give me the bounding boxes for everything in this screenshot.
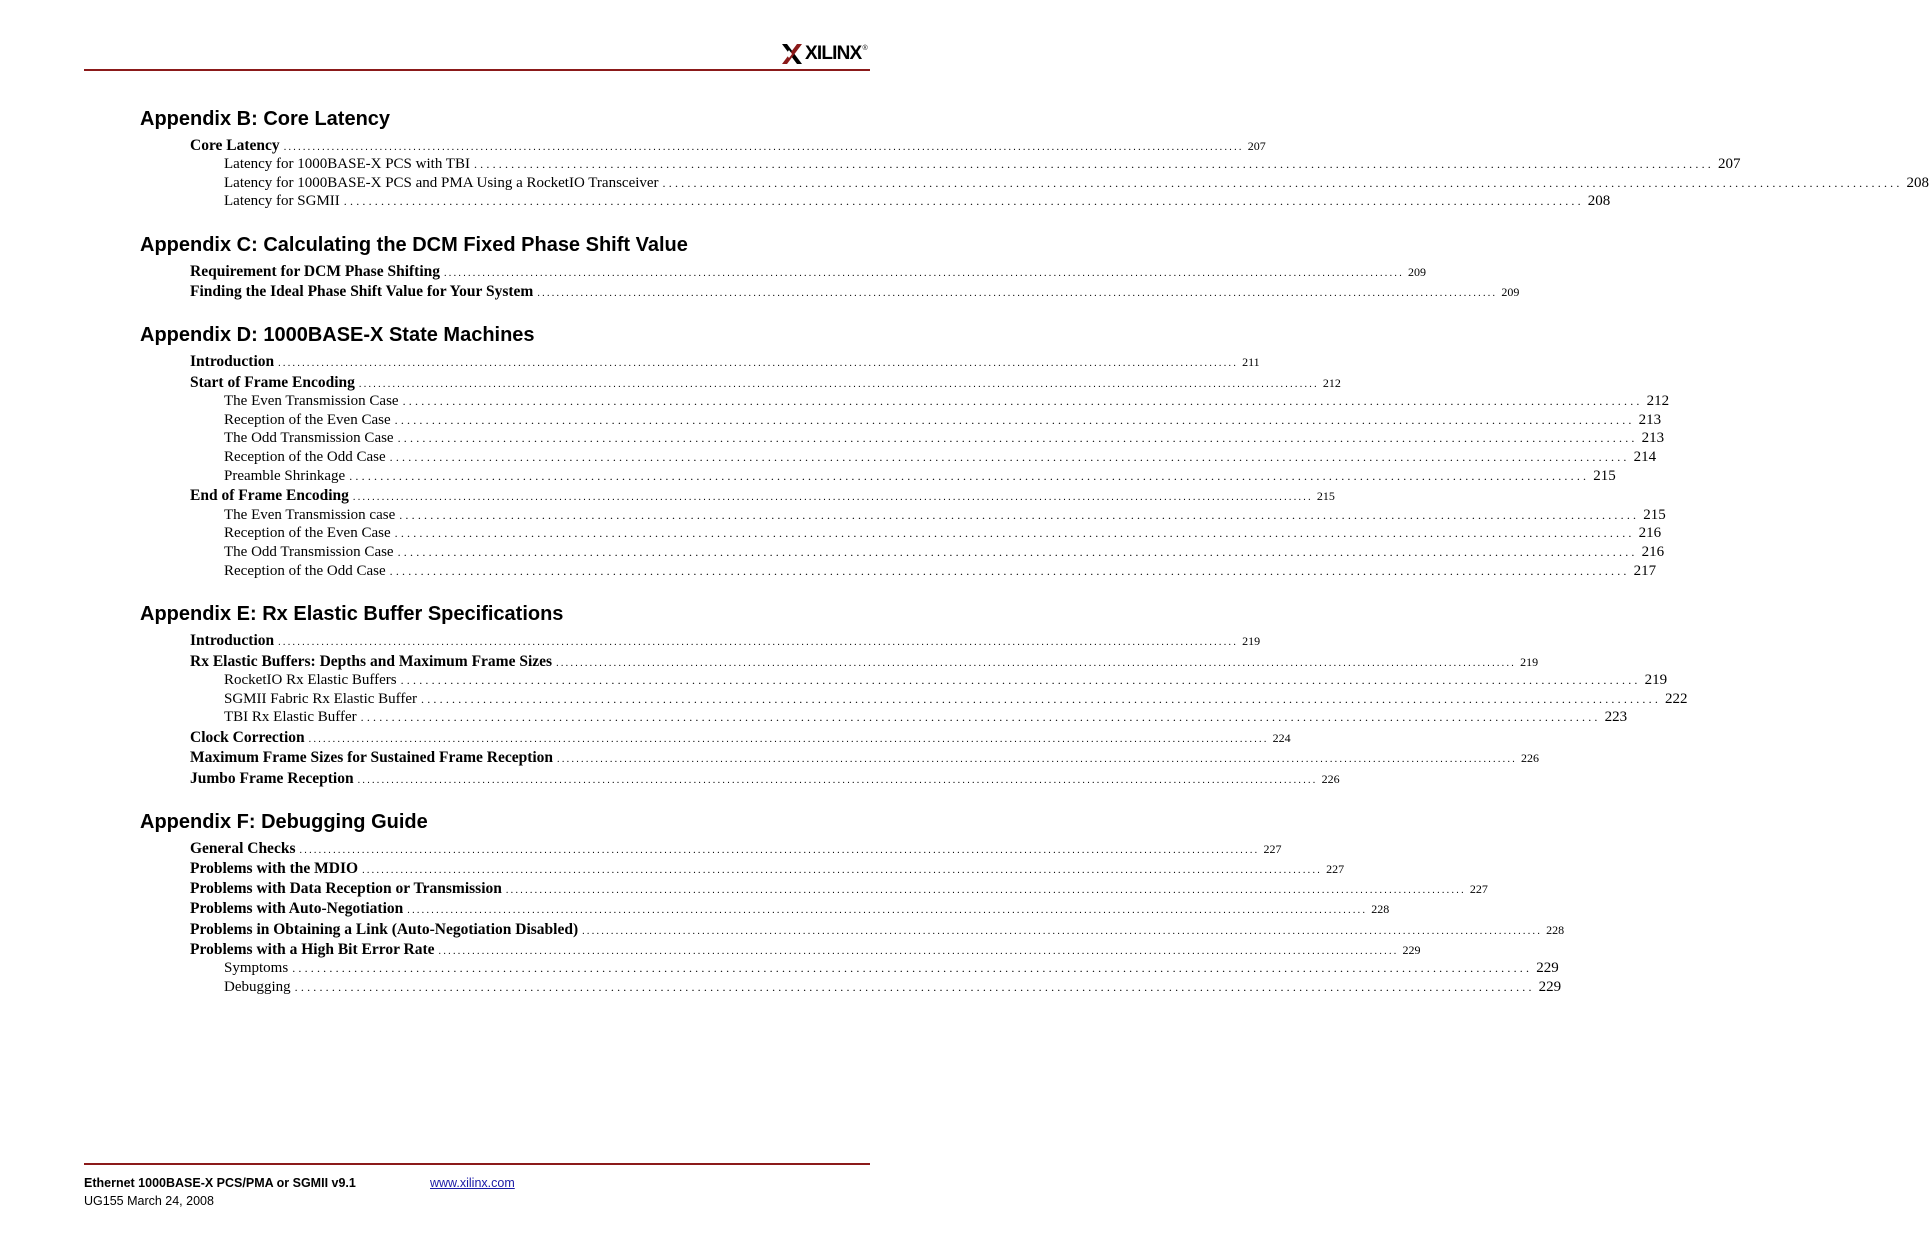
- toc-entry-title: The Even Transmission Case: [224, 393, 399, 409]
- toc-page-number: 224: [1272, 731, 1291, 745]
- toc-entry-title: Clock Correction: [190, 729, 305, 746]
- dot-leader: ........................................................................................................................................................................................................: [397, 431, 1638, 445]
- toc-page-number: 216: [1638, 525, 1662, 541]
- toc-entry[interactable]: [190, 353, 1260, 373]
- toc-entry-title: The Odd Transmission Case: [224, 544, 394, 560]
- toc-page-number: 223: [1604, 709, 1628, 725]
- appendix-heading: Appendix B: Core Latency: [140, 108, 391, 130]
- registered-mark: ®: [862, 45, 868, 52]
- toc-page-number: 212: [1322, 376, 1341, 390]
- toc-subentry[interactable]: [224, 192, 1611, 210]
- toc-page-number: 215: [1593, 468, 1616, 484]
- toc-entry[interactable]: [190, 941, 1421, 961]
- toc-subentry[interactable]: [224, 155, 1741, 173]
- toc-page-number: 214: [1633, 449, 1657, 465]
- toc-entry[interactable]: [190, 900, 1390, 920]
- toc-page-number: 227: [1263, 842, 1282, 856]
- toc-page-number: 222: [1665, 691, 1688, 707]
- toc-subentry[interactable]: [224, 978, 1562, 996]
- toc-entry[interactable]: [190, 653, 1539, 673]
- toc-page-number: 213: [1638, 412, 1662, 428]
- toc-subentry[interactable]: [224, 959, 1559, 977]
- toc-page-number: 229: [1538, 979, 1562, 995]
- xilinx-x-icon: [780, 42, 804, 66]
- dot-leader: ........................................................................................................................................................................................................: [389, 564, 1630, 578]
- toc-entry-title: Start of Frame Encoding: [190, 374, 355, 391]
- dot-leader: ........................................................................................................................................................................................................: [294, 980, 1535, 994]
- toc-entry-title: End of Frame Encoding: [190, 487, 349, 504]
- toc-entry[interactable]: [190, 729, 1291, 749]
- dot-leader: ........................................................................................................................................................................................................: [358, 379, 1319, 390]
- toc-entry-title: Introduction: [190, 353, 275, 370]
- toc-page-number: 208: [1906, 175, 1929, 191]
- toc-entry-title: Finding the Ideal Phase Shift Value for Your System: [190, 283, 534, 300]
- toc-entry-title: Preamble Shrinkage: [224, 468, 346, 484]
- dot-leader: ........................................................................................................................................................................................................: [292, 961, 1533, 975]
- dot-leader: ........................................................................................................................................................................................................: [278, 637, 1239, 648]
- dot-leader: ........................................................................................................................................................................................................: [283, 142, 1244, 153]
- dot-leader: ........................................................................................................................................................................................................: [362, 865, 1323, 876]
- dot-leader: ........................................................................................................................................................................................................: [444, 268, 1404, 279]
- toc-entry-title: Reception of the Even Case: [224, 525, 391, 541]
- toc-page-number: 226: [1521, 751, 1540, 765]
- toc-subentry[interactable]: [224, 467, 1616, 485]
- dot-leader: ........................................................................................................................................................................................................: [352, 492, 1313, 503]
- toc-page-number: 228: [1371, 902, 1390, 916]
- toc-entry[interactable]: [190, 880, 1488, 900]
- toc-entry[interactable]: [190, 921, 1565, 941]
- dot-leader: ........................................................................................................................................................................................................: [299, 845, 1260, 856]
- toc-page-number: 212: [1646, 393, 1670, 409]
- dot-leader: ........................................................................................................................................................................................................: [394, 526, 1635, 540]
- toc-page-number: 227: [1326, 862, 1345, 876]
- toc-entry-title: Symptoms: [224, 960, 289, 976]
- toc-entry-title: Latency for 1000BASE-X PCS with TBI: [224, 156, 470, 172]
- dot-leader: ........................................................................................................................................................................................................: [399, 508, 1640, 522]
- logo-wordmark: XILINX: [805, 43, 862, 64]
- toc-entry-title: The Odd Transmission Case: [224, 430, 394, 446]
- dot-leader: ........................................................................................................................................................................................................: [308, 734, 1269, 745]
- toc-entry-title: General Checks: [190, 840, 296, 857]
- dot-leader: ........................................................................................................................................................................................................: [389, 450, 1630, 464]
- dot-leader: ........................................................................................................................................................................................................: [402, 394, 1643, 408]
- dot-leader: ........................................................................................................................................................................................................: [438, 946, 1399, 957]
- dot-leader: ........................................................................................................................................................................................................: [421, 692, 1662, 706]
- toc-page-number: 207: [1247, 139, 1266, 153]
- toc-entry[interactable]: [190, 632, 1261, 652]
- dot-leader: ........................................................................................................................................................................................................: [505, 885, 1466, 896]
- toc-page-number: 209: [1501, 285, 1520, 299]
- dot-leader: ........................................................................................................................................................................................................: [557, 754, 1518, 765]
- toc-entry-title: Jumbo Frame Reception: [190, 770, 354, 787]
- toc-entry-title: Problems with a High Bit Error Rate: [190, 941, 435, 958]
- toc-subentry[interactable]: [224, 448, 1657, 466]
- toc-subentry[interactable]: [224, 524, 1662, 542]
- toc-page-number: 226: [1321, 772, 1340, 786]
- toc-page-number: 229: [1536, 960, 1559, 976]
- dot-leader: ........................................................................................................................................................................................................: [556, 658, 1517, 669]
- toc-entry[interactable]: [190, 374, 1341, 394]
- toc-entry-title: Reception of the Odd Case: [224, 449, 386, 465]
- toc-page-number: 216: [1641, 544, 1665, 560]
- appendix-heading: Appendix D: 1000BASE-X State Machines: [140, 324, 535, 346]
- toc-subentry[interactable]: [224, 174, 1929, 192]
- toc-page-number: 209: [1408, 265, 1426, 279]
- footer-document-id-date: UG155 March 24, 2008: [84, 1194, 214, 1208]
- toc-subentry[interactable]: [224, 708, 1628, 726]
- dot-leader: ........................................................................................................................................................................................................: [407, 905, 1368, 916]
- toc-page-number: 228: [1546, 923, 1565, 937]
- toc-subentry[interactable]: [224, 671, 1668, 689]
- toc-entry-title: Problems with Auto-Negotiation: [190, 900, 404, 917]
- dot-leader: ........................................................................................................................................................................................................: [343, 194, 1584, 208]
- toc-entry-title: Debugging: [224, 979, 291, 995]
- toc-entry[interactable]: [190, 840, 1282, 860]
- toc-subentry[interactable]: [224, 506, 1666, 524]
- toc-entry-title: Introduction: [190, 632, 275, 649]
- footer-website-link[interactable]: www.xilinx.com: [430, 1176, 515, 1190]
- toc-entry-title: SGMII Fabric Rx Elastic Buffer: [224, 691, 418, 707]
- toc-entry-title: Latency for 1000BASE-X PCS and PMA Using a RocketIO Transceiver: [224, 175, 659, 191]
- header-rule: [84, 69, 870, 71]
- toc-page-number: 217: [1633, 563, 1657, 579]
- toc-page-number: 215: [1316, 489, 1335, 503]
- toc-entry-title: TBI Rx Elastic Buffer: [224, 709, 357, 725]
- toc-subentry[interactable]: [224, 543, 1665, 561]
- toc-page-number: 211: [1242, 355, 1260, 369]
- toc-entry-title: RocketIO Rx Elastic Buffers: [224, 672, 397, 688]
- toc-page-number: 207: [1717, 156, 1741, 172]
- toc-entry-title: Maximum Frame Sizes for Sustained Frame Reception: [190, 749, 554, 766]
- toc-entry[interactable]: [190, 860, 1345, 880]
- toc-entry-title: The Even Transmission case: [224, 507, 396, 523]
- toc-entry-title: Problems in Obtaining a Link (Auto-Negotiation Disabled): [190, 921, 579, 938]
- toc-page-number: 219: [1520, 655, 1539, 669]
- toc-page-number: 208: [1587, 193, 1611, 209]
- toc-subentry[interactable]: [224, 690, 1688, 708]
- toc-page-number: 229: [1402, 943, 1421, 957]
- toc-entry[interactable]: [190, 749, 1540, 769]
- toc-entry-title: Reception of the Even Case: [224, 412, 391, 428]
- xilinx-logo: [780, 41, 868, 67]
- dot-leader: ........................................................................................................................................................................................................: [397, 545, 1638, 559]
- toc-entry-title: Requirement for DCM Phase Shifting: [190, 263, 440, 280]
- toc-page-number: 219: [1242, 634, 1261, 648]
- footer-rule: [84, 1163, 870, 1165]
- toc-entry-title: Rx Elastic Buffers: Depths and Maximum Frame Sizes: [190, 653, 553, 670]
- toc-entry[interactable]: [190, 487, 1335, 507]
- toc-entry[interactable]: [190, 770, 1340, 790]
- toc-subentry[interactable]: [224, 562, 1657, 580]
- toc-entry-title: Reception of the Odd Case: [224, 563, 386, 579]
- dot-leader: ........................................................................................................................................................................................................: [537, 288, 1498, 299]
- dot-leader: ........................................................................................................................................................................................................: [278, 358, 1239, 369]
- appendix-heading: Appendix E: Rx Elastic Buffer Specifications: [140, 603, 564, 625]
- dot-leader: ........................................................................................................................................................................................................: [394, 413, 1635, 427]
- toc-entry-title: Latency for SGMII: [224, 193, 340, 209]
- toc-page-number: 227: [1469, 882, 1488, 896]
- appendix-heading: Appendix C: Calculating the DCM Fixed Phase Shift Value: [140, 234, 688, 256]
- toc-entry-title: Core Latency: [190, 137, 280, 154]
- toc-subentry[interactable]: [224, 411, 1662, 429]
- toc-page-number: 219: [1644, 672, 1668, 688]
- toc-page-number: 215: [1643, 507, 1666, 523]
- toc-entry[interactable]: [190, 263, 1426, 283]
- toc-entry[interactable]: [190, 283, 1520, 303]
- dot-leader: ........................................................................................................................................................................................................: [357, 775, 1318, 786]
- toc-subentry[interactable]: [224, 429, 1665, 447]
- toc-subentry[interactable]: [224, 392, 1670, 410]
- toc-page-number: 213: [1641, 430, 1665, 446]
- dot-leader: ........................................................................................................................................................................................................: [473, 157, 1714, 171]
- dot-leader: ........................................................................................................................................................................................................: [360, 710, 1601, 724]
- appendix-heading: Appendix F: Debugging Guide: [140, 811, 428, 833]
- toc-entry-title: Problems with the MDIO: [190, 860, 359, 877]
- dot-leader: ........................................................................................................................................................................................................: [582, 926, 1543, 937]
- dot-leader: ........................................................................................................................................................................................................: [662, 176, 1903, 190]
- footer-document-title: Ethernet 1000BASE-X PCS/PMA or SGMII v9.1: [84, 1176, 356, 1190]
- toc-entry-title: Problems with Data Reception or Transmission: [190, 880, 502, 897]
- dot-leader: ........................................................................................................................................................................................................: [349, 469, 1590, 483]
- dot-leader: ........................................................................................................................................................................................................: [400, 673, 1641, 687]
- toc-entry[interactable]: [190, 137, 1266, 157]
